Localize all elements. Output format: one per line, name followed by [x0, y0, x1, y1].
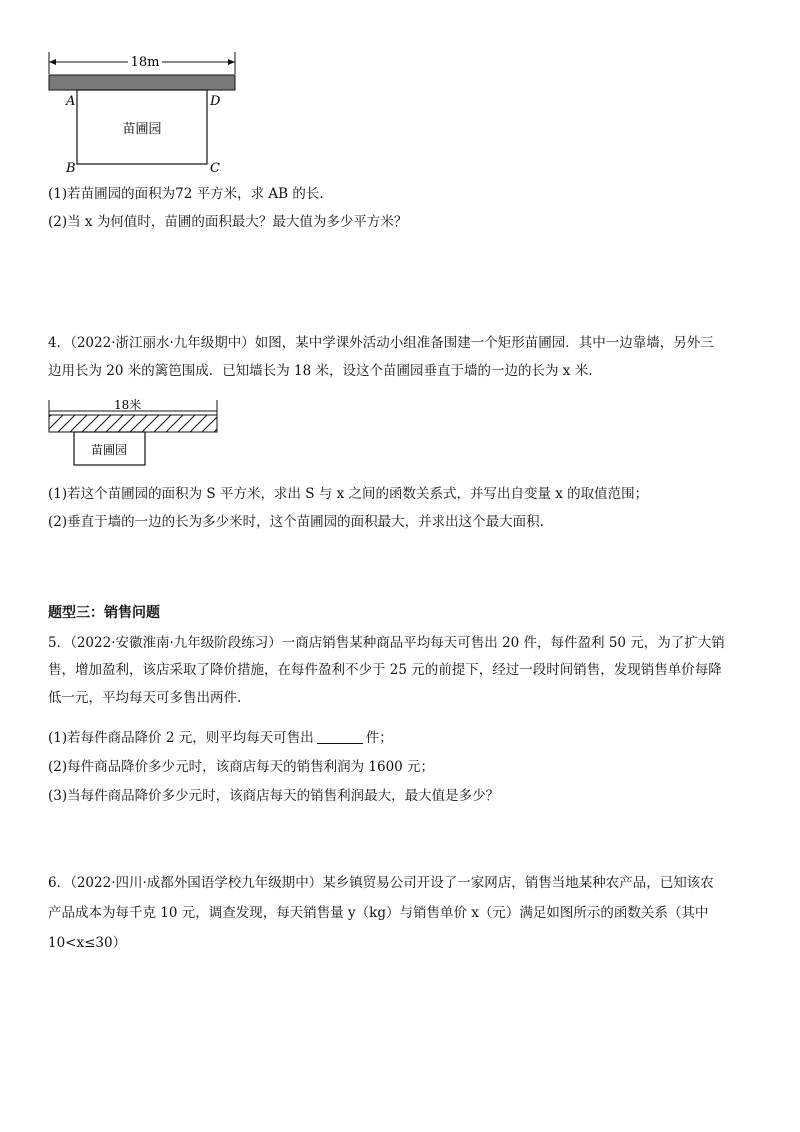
- q6-line1: 6．（2022·四川·成都外国语学校九年级期中）某乡镇贸易公司开设了一家网店，销售当地某种农产品，已知该农: [48, 875, 714, 891]
- garden-figure-2: [44, 396, 224, 470]
- q4-line1: 4．（2022·浙江丽水·九年级期中）如图，某中学课外活动小组准备围建一个矩形苗圃园．其中一边靠墙，另外三: [48, 335, 714, 351]
- q3-part2: (2)当 x 为何值时，苗圃的面积最大？最大值为多少平方米？: [48, 214, 408, 230]
- answer-blank: [317, 729, 363, 744]
- width-label: 18m: [130, 55, 160, 70]
- corner-b-label: B: [66, 161, 76, 176]
- q5-part2: (2)每件商品降价多少元时，该商店每天的销售利润为 1600 元；: [48, 759, 435, 775]
- q4-line2: 边用长为 20 米的篱笆围成．已知墙长为 18 米，设这个苗圃园垂直于墙的一边的长为 x 米.: [48, 363, 593, 379]
- garden-label-2: 苗圃园: [90, 443, 128, 457]
- q5-part3: (3)当每件商品降价多少元时，该商店每天的销售利润最大，最大值是多少？: [48, 788, 500, 804]
- corner-c-label: C: [210, 161, 220, 176]
- q5-line3: 低一元，平均每天可多售出两件.: [48, 690, 242, 706]
- corner-a-label: A: [66, 94, 76, 109]
- section-title: 题型三：销售问题: [48, 605, 160, 621]
- q5-line2: 售，增加盈利，该店采取了降价措施，在每件盈利不少于 25 元的前提下，经过一段时间销售，发现销售单价每降: [48, 662, 722, 678]
- q3-part1: (1)若苗圃园的面积为72 平方米，求 AB 的长.: [48, 186, 324, 202]
- corner-d-label: D: [210, 94, 221, 109]
- q6-line3: 10<x≤30）: [48, 935, 127, 951]
- wall-length-label: 18米: [114, 398, 142, 412]
- q5-part1-tail: 件；: [365, 730, 393, 746]
- garden-label: 苗圃园: [122, 122, 162, 137]
- q4-part1: (1)若这个苗圃园的面积为 S 平方米，求出 S 与 x 之间的函数关系式，并写出自变量 x 的取值范围；: [48, 486, 649, 502]
- q5-part1: [48, 728, 393, 748]
- q5-part1-text: (1)若每件商品降价 2 元，则平均每天可售出: [48, 730, 314, 746]
- q4-part2: (2)垂直于墙的一边的长为多少米时，这个苗圃园的面积最大，并求出这个最大面积.: [48, 514, 544, 530]
- garden-figure-1: [40, 48, 250, 178]
- q5-line1: 5．（2022·安徽淮南·九年级阶段练习）一商店销售某种商品平均每天可售出 20 件，每件盈利 50 元，为了扩大销: [48, 635, 725, 651]
- q6-line2: 产品成本为每千克 10 元，调查发现，每天销售量 y（kg）与销售单价 x（元）满足如图所示的函数关系（其中: [48, 905, 709, 921]
- wall: [49, 75, 235, 90]
